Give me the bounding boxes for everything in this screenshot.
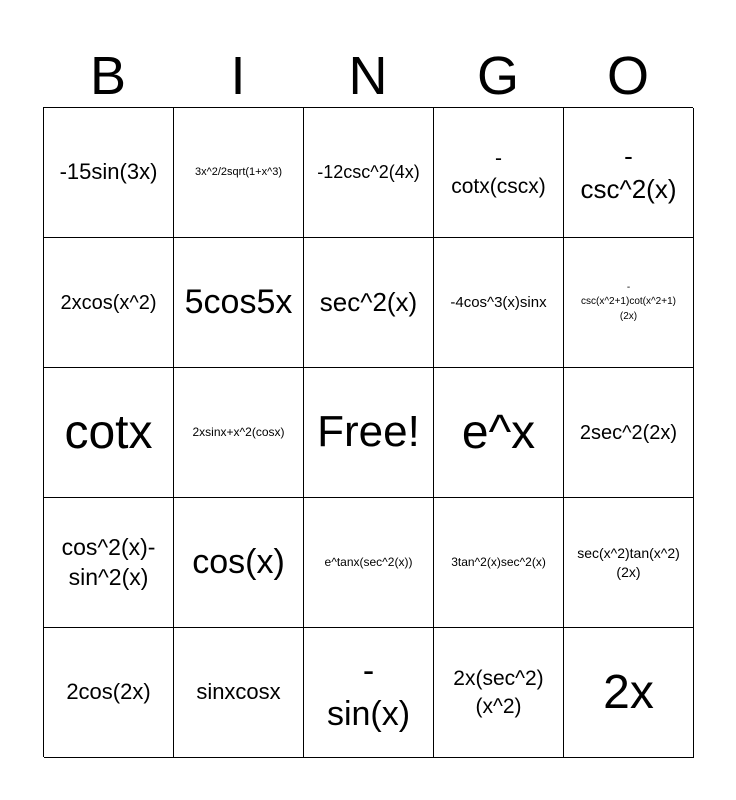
header-letter-b: B — [89, 46, 127, 106]
bingo-cell[interactable]: - cotx(cscx) — [434, 108, 564, 238]
bingo-cell[interactable]: sec^2(x) — [304, 238, 434, 368]
bingo-cell[interactable]: -15sin(3x) — [44, 108, 174, 238]
bingo-cell[interactable]: sec(x^2)tan(x^2) (2x) — [564, 498, 694, 628]
bingo-cell[interactable]: Free! — [304, 368, 434, 498]
bingo-cell[interactable]: 3tan^2(x)sec^2(x) — [434, 498, 564, 628]
bingo-cell[interactable]: e^tanx(sec^2(x)) — [304, 498, 434, 628]
bingo-cell[interactable]: e^x — [434, 368, 564, 498]
bingo-cell[interactable]: 2x — [564, 628, 694, 758]
bingo-cell[interactable]: cos^2(x)- sin^2(x) — [44, 498, 174, 628]
bingo-cell[interactable]: - csc(x^2+1)cot(x^2+1) (2x) — [564, 238, 694, 368]
header-letter-g: G — [476, 46, 519, 106]
bingo-cell[interactable]: sinxcosx — [174, 628, 304, 758]
bingo-cell[interactable]: 2xsinx+x^2(cosx) — [174, 368, 304, 498]
bingo-cell[interactable]: -12csc^2(4x) — [304, 108, 434, 238]
header-letter-n: N — [348, 46, 388, 106]
bingo-cell[interactable]: 2x(sec^2) (x^2) — [434, 628, 564, 758]
bingo-cell[interactable]: 2xcos(x^2) — [44, 238, 174, 368]
bingo-cell[interactable]: 2cos(2x) — [44, 628, 174, 758]
bingo-cell[interactable]: - csc^2(x) — [564, 108, 694, 238]
bingo-cell[interactable]: -4cos^3(x)sinx — [434, 238, 564, 368]
header-letter-o: O — [606, 46, 649, 106]
header-letter-i: I — [230, 46, 246, 106]
bingo-cell[interactable]: 3x^2/2sqrt(1+x^3) — [174, 108, 304, 238]
bingo-cell[interactable]: - sin(x) — [304, 628, 434, 758]
bingo-cell[interactable]: cotx — [44, 368, 174, 498]
bingo-cell[interactable]: 5cos5x — [174, 238, 304, 368]
bingo-cell[interactable]: cos(x) — [174, 498, 304, 628]
bingo-cell[interactable]: 2sec^2(2x) — [564, 368, 694, 498]
bingo-header — [43, 45, 693, 107]
bingo-board — [43, 107, 693, 757]
